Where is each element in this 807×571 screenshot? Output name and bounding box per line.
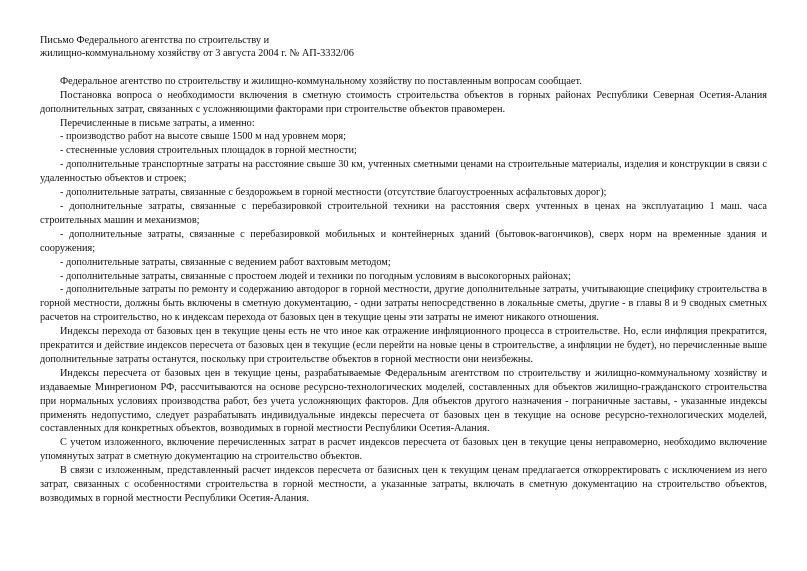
document-title (40, 34, 767, 61)
list-item: - стесненные условия строительных площадок в горной местности; (60, 145, 357, 157)
recommendation-paragraph: В связи с изложенным, представленный расчет индексов пересчета от базисных цен к текущим ценам предлагается откорректировать с исключением из него затрат, связанных с особенностями строительства в горной местности, а указанные затраты, включать в сметную документацию на строительство объектов, возводимых в горной местности Республики Осетия-Алания. (40, 465, 767, 504)
conclusion-paragraph: С учетом изложенного, включение перечисленных затрат в расчет индексов пересчета от базовых цен в текущие цены неправомерно, необходимо включение упомянутых затрат в сметную документацию на строительство объектов. (40, 437, 767, 463)
list-item: - дополнительные затраты, связанные с перебазировкой строительной техники на расстояния сверх учтенных в ценах на эксплуатацию 1 маш. часа строительных машин и механизмов; (40, 200, 767, 226)
title-line-1: Письмо Федерального агентства по строительству и (40, 35, 270, 46)
list-item: - дополнительные затраты, связанные с бездорожьем в горной местности (отсутствие благоустроенных асфальтовых дорог); (60, 187, 607, 199)
document-body (40, 75, 767, 506)
cost-list (40, 130, 767, 325)
list-item: - дополнительные затраты по ремонту и содержанию автодорог в горной местности, другие дополнительные затраты, учитывающие специфику строительства в горной местности, должны быть включены в сметную документацию, - одни затраты непосредственно в локальные сметы, другие - в главы 8 и 9 сводных сметных расчетов на строительство, но к индексам перехода от базовых цен в текущие цены эти затраты не имеют никакого отношения. (40, 284, 767, 324)
list-item: - дополнительные затраты, связанные с простоем людей и техники по погодным условиям в высокогорных районах; (60, 270, 571, 282)
list-item: - дополнительные транспортные затраты на расстояние свыше 30 км, учтенных сметными ценами на строительные материалы, изделия и конструкции в связи с удаленностью объектов и строек; (40, 159, 767, 185)
indices-paragraph: Индексы пересчета от базовых цен в текущие цены, разрабатываемые Федеральным агентством по строительству и жилищно-коммунальному хозяйству и издаваемые Минрегионом РФ, рассчитываются на основе ресурсно-технологических моделей, составленных для объектов жилищно-гражданского строительства при нормальных условиях производства работ, без учета усложняющих факторов. Для объектов другого назначения - пограничные заставы, - указанные индексы применять недопустимо, следует разрабатывать индивидуальные индексы пересчета от базовых цен в текущие на основе ресурсно-технологических моделей, составленных для конкретных объектов, возводимых в горной местности Республики Осетия-Алания. (40, 367, 767, 435)
list-lead-paragraph: Перечисленные в письме затраты, а именно: (60, 117, 255, 129)
list-item: - дополнительные затраты, связанные с перебазировкой мобильных и контейнерных зданий (бытовок-вагончиков), сверх норм на временные здания и сооружения; (40, 228, 767, 254)
inflation-paragraph: Индексы перехода от базовых цен в текущие цены есть не что иное как отражение инфляционного процесса в строительстве. Но, если инфляция прекратится, прекратится и действие индексов пересчета от базовых цен в текущие (если перейти на новые цены в строительстве, а инфляции не будет), но перечисленные выше дополнительные затраты останутся, поскольку при строительстве объектов в горной местности они неизбежны. (40, 326, 767, 365)
title-line-2: жилищно-коммунальному хозяйству от 3 августа 2004 г. № АП-3332/06 (40, 48, 354, 60)
intro-paragraph: Федеральное агентство по строительству и жилищно-коммунальному хозяйству по поставленным вопросам сообщает. (60, 75, 582, 87)
question-paragraph: Постановка вопроса о необходимости включения в сметную стоимость строительства объектов в горных районах Республики Северная Осетия-Алания дополнительных затрат, связанных с усложняющими факторами при строительстве объектов правомерен. (40, 89, 767, 115)
list-item: - дополнительные затраты, связанные с ведением работ вахтовым методом; (60, 256, 391, 268)
list-item: - производство работ на высоте свыше 1500 м над уровнем моря; (60, 131, 347, 143)
